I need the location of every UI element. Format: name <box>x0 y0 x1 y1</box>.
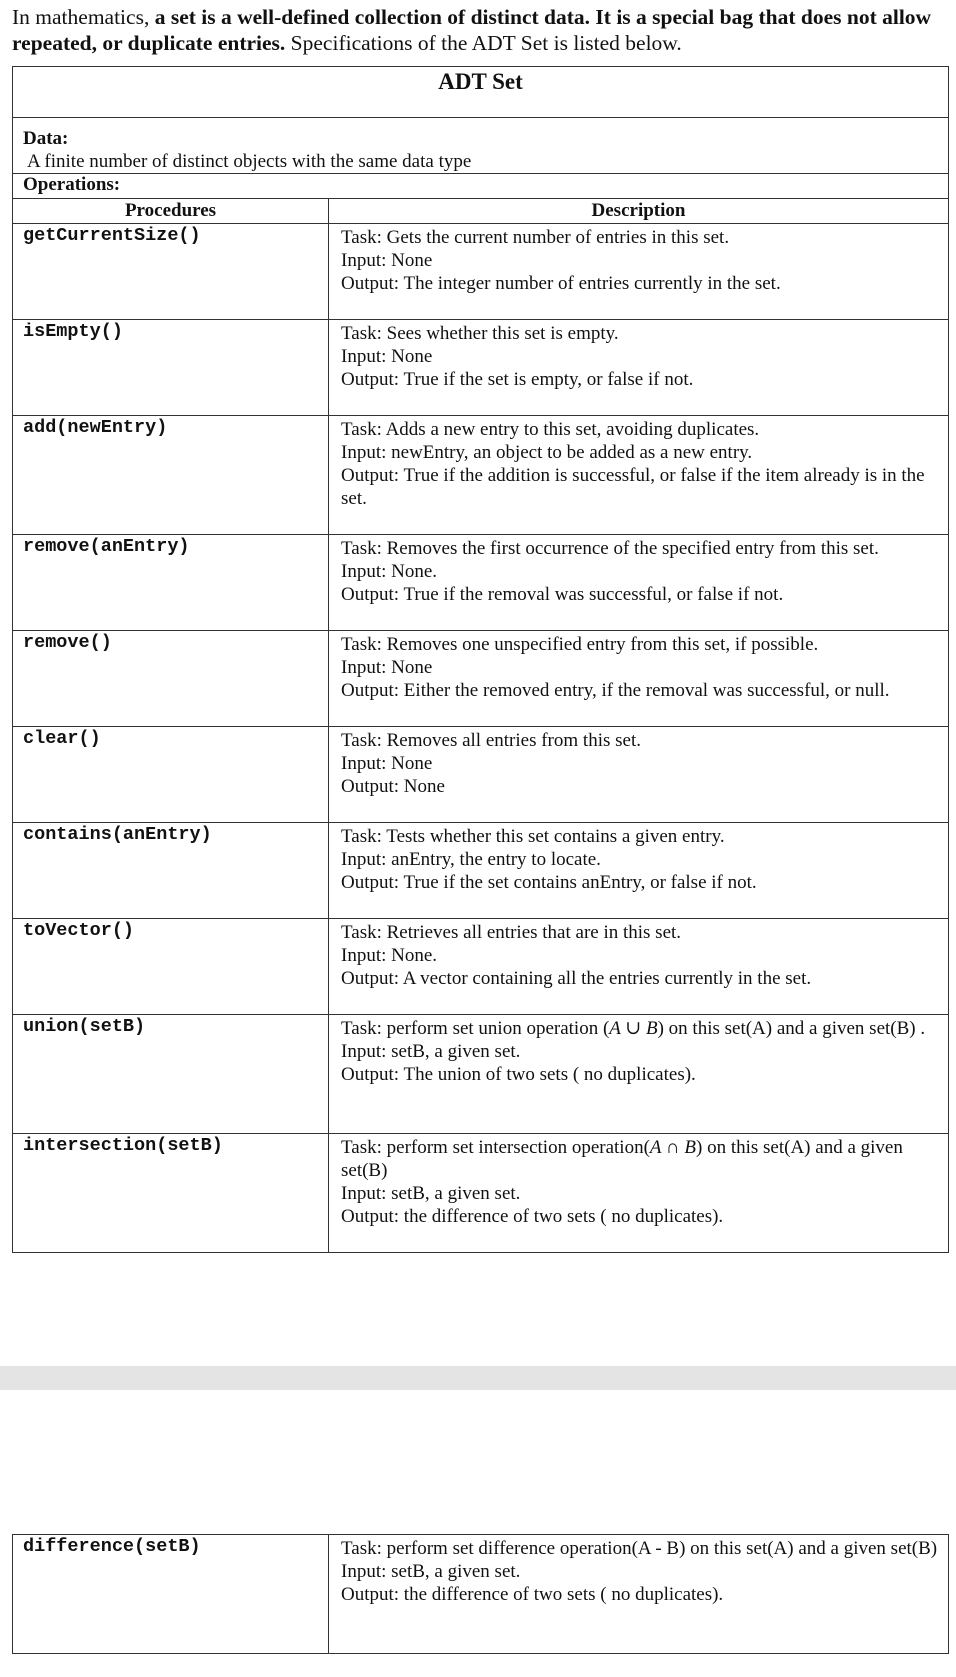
output-line: Output: A vector containing all the entries currently in the set. <box>341 968 812 989</box>
task-line <box>341 1136 940 1182</box>
procedure-description <box>329 224 949 320</box>
task-line: Task: Removes all entries from this set. <box>341 730 641 751</box>
output-line: Output: None <box>341 776 445 797</box>
intro-bold: a set is a well-defined collection of distinct data. It is a special bag that does not allow repeated, or duplicate entries. <box>12 5 932 55</box>
procedure-description <box>329 320 949 416</box>
data-value: A finite number of distinct objects with the same data type <box>27 151 472 172</box>
input-line: Input: None. <box>341 945 438 966</box>
output-line: Output: the difference of two sets ( no duplicates). <box>341 1584 724 1605</box>
procedure-name: clear() <box>13 727 329 823</box>
table-row <box>13 416 949 535</box>
output-line: Output: The integer number of entries currently in the set. <box>341 273 781 294</box>
data-label: Data: <box>23 128 69 149</box>
procedure-description <box>329 1015 949 1134</box>
input-line: Input: setB, a given set. <box>341 1041 521 1062</box>
table-title: ADT Set <box>438 69 523 94</box>
table-row <box>13 224 949 320</box>
table-row <box>13 535 949 631</box>
table-row <box>13 727 949 823</box>
procedure-name: getCurrentSize() <box>13 224 329 320</box>
procedure-name: union(setB) <box>13 1015 329 1134</box>
output-line: Output: Either the removed entry, if the removal was successful, or null. <box>341 680 890 701</box>
operations-label: Operations: <box>13 174 949 199</box>
procedure-description <box>329 823 949 919</box>
procedure-name: remove() <box>13 631 329 727</box>
output-line: Output: True if the addition is successful, or false if the item already is in the set. <box>341 465 925 509</box>
table-row <box>13 823 949 919</box>
procedure-name: isEmpty() <box>13 320 329 416</box>
input-line: Input: setB, a given set. <box>341 1561 521 1582</box>
input-line: Input: None <box>341 346 433 367</box>
input-line: Input: None <box>341 250 433 271</box>
output-line: Output: True if the removal was successful, or false if not. <box>341 584 784 605</box>
procedure-description <box>329 631 949 727</box>
procedure-description <box>329 1535 949 1654</box>
output-line: Output: True if the set contains anEntry, or false if not. <box>341 872 757 893</box>
intersection-formula: A ∩ B <box>649 1137 696 1158</box>
procedure-name: toVector() <box>13 919 329 1015</box>
task-line: Task: Sees whether this set is empty. <box>341 323 619 344</box>
table-row-intersection <box>13 1134 949 1253</box>
input-line: Input: None. <box>341 561 438 582</box>
task-line: Task: Adds a new entry to this set, avoiding duplicates. <box>341 419 760 440</box>
task-line: Task: Retrieves all entries that are in this set. <box>341 922 682 943</box>
page-break-gap <box>0 1366 956 1390</box>
procedure-description <box>329 727 949 823</box>
table-row-difference <box>13 1535 949 1654</box>
input-line: Input: None <box>341 753 433 774</box>
task-line: Task: perform set difference operation(A - B) on this set(A) and a given set(B) <box>341 1538 938 1559</box>
procedure-description <box>329 535 949 631</box>
input-line: Input: anEntry, the entry to locate. <box>341 849 601 870</box>
adt-set-table <box>12 66 949 1253</box>
procedure-name: difference(setB) <box>13 1535 329 1654</box>
procedure-name: remove(anEntry) <box>13 535 329 631</box>
table-row-union <box>13 1015 949 1134</box>
output-line: Output: the difference of two sets ( no duplicates). <box>341 1206 724 1227</box>
task-text-end: ) on this set(A) and a given set(B) . <box>657 1018 926 1039</box>
intro-paragraph <box>12 4 942 56</box>
input-line: Input: setB, a given set. <box>341 1183 521 1204</box>
task-line: Task: Tests whether this set contains a given entry. <box>341 826 725 847</box>
task-text-start: Task: perform set union operation ( <box>341 1018 610 1039</box>
task-line: Task: Gets the current number of entries in this set. <box>341 227 730 248</box>
output-line: Output: The union of two sets ( no duplicates). <box>341 1064 696 1085</box>
adt-set-table-continued <box>12 1534 949 1654</box>
table-row <box>13 320 949 416</box>
procedure-description <box>329 416 949 535</box>
task-line <box>341 1017 940 1040</box>
task-text-end: ) on this set(A) and a given set(B) <box>341 1137 903 1181</box>
input-line: Input: None <box>341 657 433 678</box>
table-title-cell <box>13 67 949 118</box>
procedure-name: contains(anEntry) <box>13 823 329 919</box>
table-row <box>13 919 949 1015</box>
task-line: Task: Removes one unspecified entry from this set, if possible. <box>341 634 819 655</box>
task-text-start: Task: perform set intersection operation( <box>341 1137 650 1158</box>
procedure-name: add(newEntry) <box>13 416 329 535</box>
intro-plain-start: In mathematics, <box>12 5 155 29</box>
procedure-name: intersection(setB) <box>13 1134 329 1253</box>
table-row <box>13 631 949 727</box>
data-section <box>13 118 949 174</box>
task-line: Task: Removes the first occurrence of the specified entry from this set. <box>341 538 879 559</box>
col-header-description: Description <box>329 199 949 224</box>
procedure-description <box>329 1134 949 1253</box>
col-header-procedures: Procedures <box>13 199 329 224</box>
union-formula: A ∪ B <box>609 1018 658 1039</box>
procedure-description <box>329 919 949 1015</box>
intro-plain-end: Specifications of the ADT Set is listed below. <box>285 31 682 55</box>
input-line: Input: newEntry, an object to be added as a new entry. <box>341 442 753 463</box>
output-line: Output: True if the set is empty, or false if not. <box>341 369 694 390</box>
